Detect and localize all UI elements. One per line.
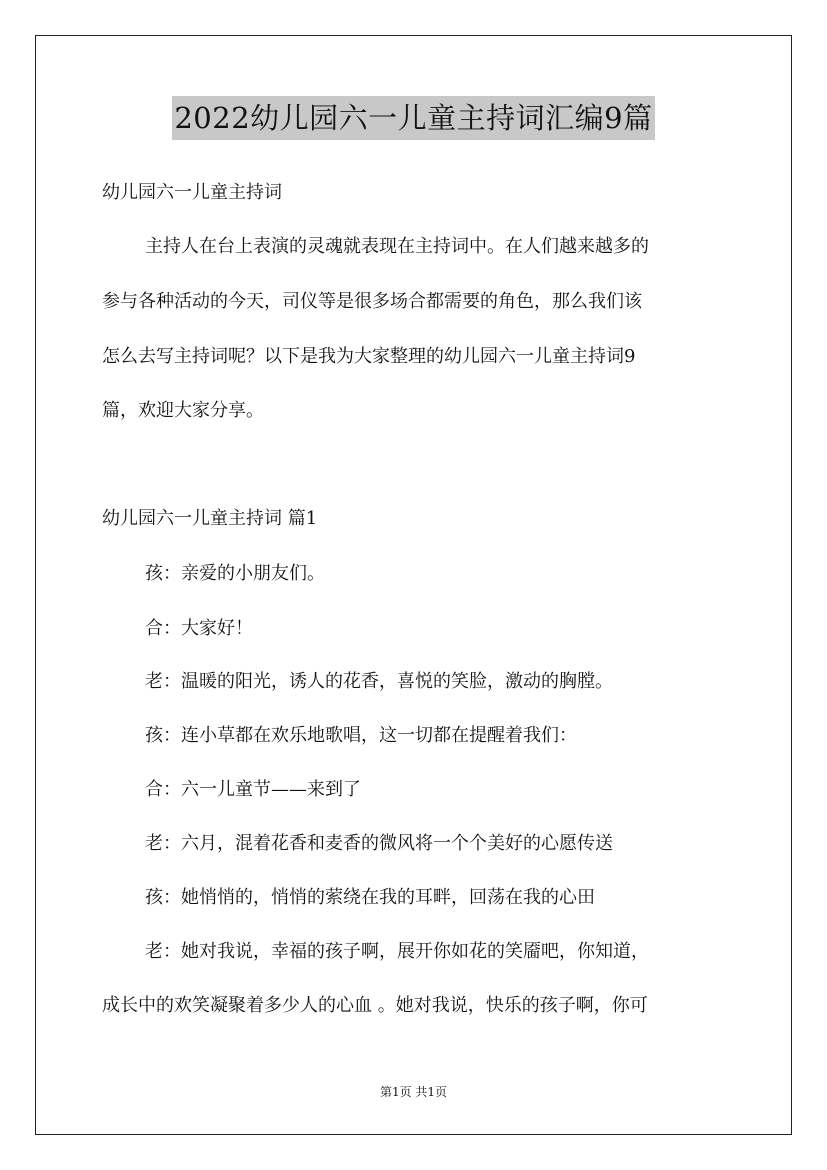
title-block (0, 96, 827, 140)
dialogue-line: 老：六月，混着花香和麦香的微风将一个个美好的心愿传送 (145, 833, 613, 854)
dialogue-line: 老：温暖的阳光，诱人的花香，喜悦的笑脸，激动的胸膛。 (145, 671, 613, 692)
dialogue-line: 合：大家好！ (145, 618, 253, 639)
dialogue-line: 老：她对我说，幸福的孩子啊，展开你如花的笑靥吧，你知道， (145, 941, 649, 962)
document-title: 2022幼儿园六一儿童主持词汇编9篇 (172, 96, 654, 140)
page-number: 第1页 共1页 (379, 1085, 448, 1099)
intro-line: 参与各种活动的今天，司仪等是很多场合都需要的角色，那么我们该 (102, 291, 642, 312)
section-heading: 幼儿园六一儿童主持词 (102, 182, 282, 203)
dialogue-line: 孩：她悄悄的，悄悄的萦绕在我的耳畔，回荡在我的心田 (145, 887, 595, 908)
dialogue-line: 成长中的欢笑凝聚着多少人的心血 。她对我说，快乐的孩子啊，你可 (102, 995, 648, 1016)
dialogue-line: 孩：连小草都在欢乐地歌唱，这一切都在提醒着我们： (145, 725, 577, 746)
dialogue-line: 孩：亲爱的小朋友们。 (145, 563, 325, 584)
intro-line: 怎么去写主持词呢？以下是我为大家整理的幼儿园六一儿童主持词9 (102, 346, 636, 367)
dialogue-line: 合：六一儿童节——来到了 (145, 779, 361, 800)
intro-line: 篇，欢迎大家分享。 (102, 400, 264, 421)
section-heading: 幼儿园六一儿童主持词 篇1 (102, 508, 318, 529)
intro-line: 主持人在台上表演的灵魂就表现在主持词中。在人们越来越多的 (145, 236, 649, 257)
